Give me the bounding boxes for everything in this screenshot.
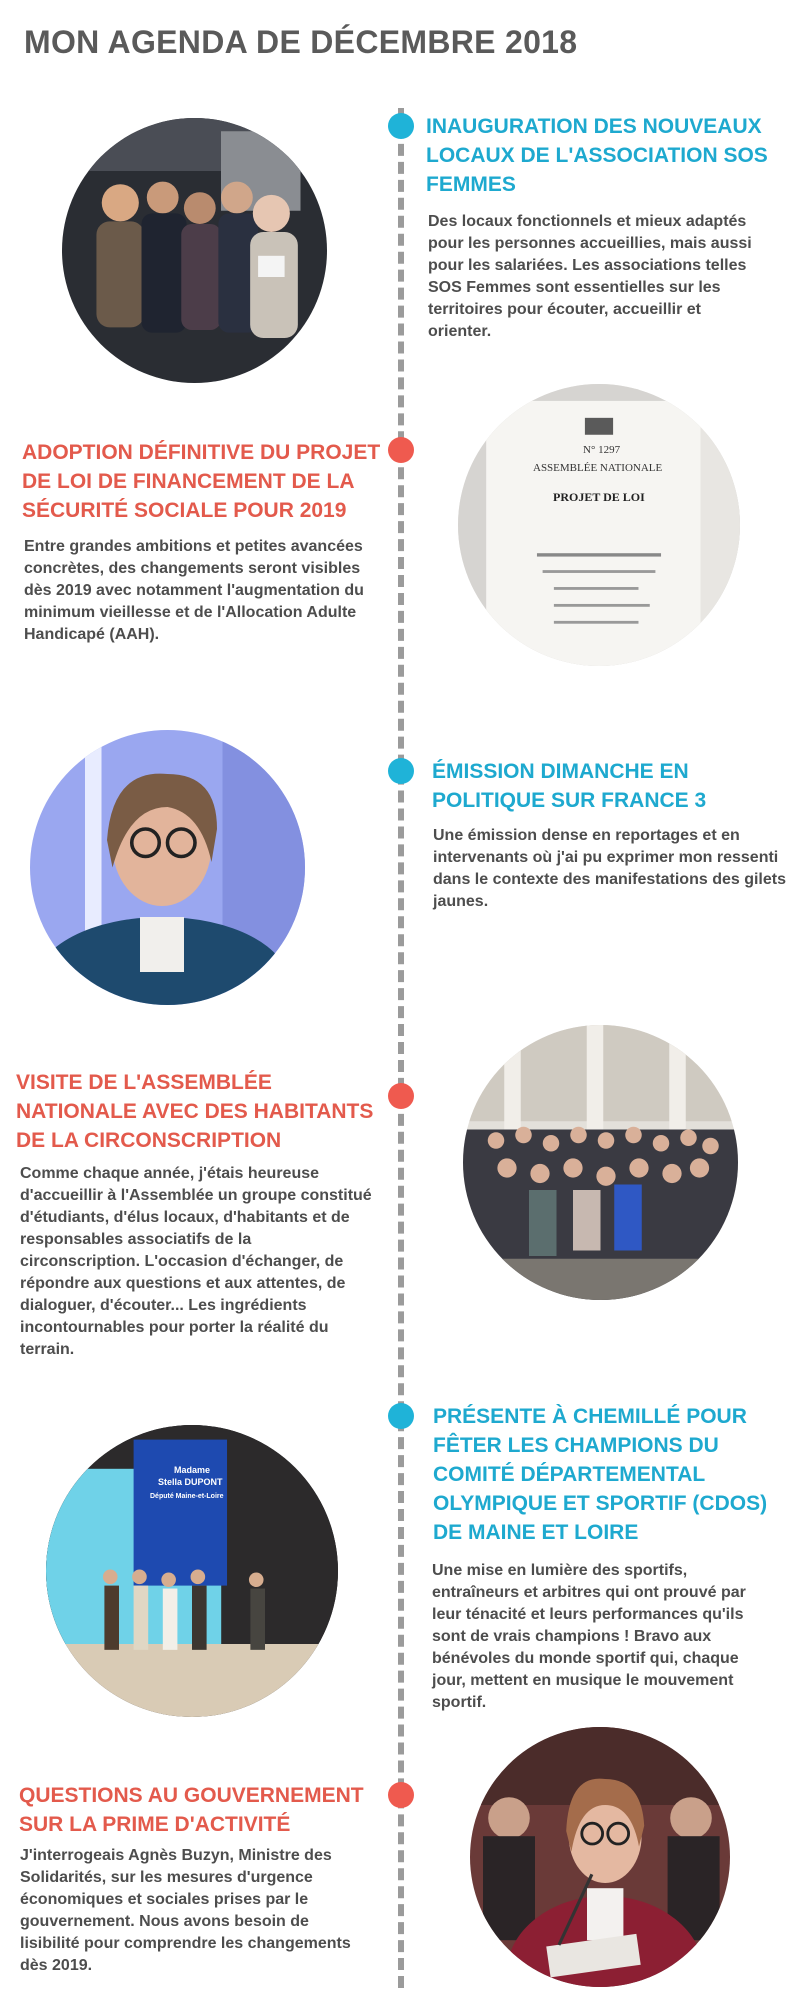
event-5-photo-label-1: Madame xyxy=(174,1465,211,1475)
event-6-photo[interactable] xyxy=(470,1727,730,1987)
event-2-title: ADOPTION DÉFINITIVE DU PROJET DE LOI DE FINANCEMENT DE LA SÉCURITÉ SOCIALE POUR 2019 xyxy=(22,441,381,522)
event-2-photo[interactable] xyxy=(458,384,740,666)
event-4-title: VISITE DE L'ASSEMBLÉE NATIONALE AVEC DES HABITANTS DE LA CIRCONSCRIPTION xyxy=(16,1071,374,1152)
event-4-photo[interactable] xyxy=(463,1025,738,1300)
event-5-text: Une mise en lumière des sportifs, entraîneurs et arbitres qui ont prouvé par leur ténacité et leurs performances qu'ils sont de vrais champions ! Bravo aux bénévoles du monde sportif qui, chaque jour, mettent en musique le mouvement sportif. xyxy=(432,1562,746,1711)
timeline-dot-1 xyxy=(388,113,414,139)
event-3-title: ÉMISSION DIMANCHE EN POLITIQUE SUR FRANCE 3 xyxy=(432,760,707,812)
event-6-title: QUESTIONS AU GOUVERNEMENT SUR LA PRIME D'ACTIVITÉ xyxy=(19,1784,364,1836)
timeline-line xyxy=(398,108,404,1988)
timeline-dot-6 xyxy=(388,1782,414,1808)
event-4-text: Comme chaque année, j'étais heureuse d'accueillir à l'Assemblée un groupe constitué d'étudiants, d'élus locaux, d'habitants et de responsables associatifs de la circonscription. L'occasion d'échanger, de répondre aux questions et aux attentes, de dialoguer, d'écouter... Les ingrédients incontournables pour porter la réalité du terrain. xyxy=(20,1165,372,1358)
event-2-photo-number: N° 1297 xyxy=(583,444,621,456)
event-5-photo-label-3: Député Maine-et-Loire xyxy=(150,1493,224,1500)
event-1-text: Des locaux fonctionnels et mieux adaptés pour les personnes accueillies, mais aussi pour les salariées. Les associations telles SOS Femmes sont essentielles sur les territoires pour écouter, accueillir et orienter. xyxy=(428,213,752,340)
event-2-photo-assemblee: ASSEMBLÉE NATIONALE xyxy=(533,462,663,474)
event-5-photo-label-2: Stella DUPONT xyxy=(158,1477,223,1487)
timeline-dot-5 xyxy=(388,1403,414,1429)
event-1-title: INAUGURATION DES NOUVEAUX LOCAUX DE L'ASSOCIATION SOS FEMMES xyxy=(426,115,768,196)
event-6-text: J'interrogeais Agnès Buzyn, Ministre des Solidarités, sur les mesures d'urgence économiques et sociales prises par le gouvernement. Nous avons besoin de lisibilité pour comprendre les changements dès 2019. xyxy=(20,1847,351,1974)
event-3-text: Une émission dense en reportages et en intervenants où j'ai pu exprimer mon ressenti dans le contexte des manifestations des gilets jaunes. xyxy=(433,827,786,910)
timeline-dot-3 xyxy=(388,758,414,784)
event-3-photo[interactable] xyxy=(30,730,305,1005)
page-title: MON AGENDA DE DÉCEMBRE 2018 xyxy=(24,24,578,60)
event-2-text: Entre grandes ambitions et petites avancées concrètes, des changements seront visibles dès 2019 avec notamment l'augmentation du minimum vieillesse et de l'Allocation Adulte Handicapé (AAH). xyxy=(24,538,364,643)
event-2-photo-projet: PROJET DE LOI xyxy=(553,490,645,504)
event-5-title: PRÉSENTE À CHEMILLÉ POUR FÊTER LES CHAMPIONS DU COMITÉ DÉPARTEMENTAL OLYMPIQUE ET SPORTIF (CDOS) DE MAINE ET LOIRE xyxy=(433,1405,768,1544)
event-5-photo[interactable] xyxy=(46,1425,338,1717)
timeline-dot-2 xyxy=(388,437,414,463)
timeline-dot-4 xyxy=(388,1083,414,1109)
event-1-photo[interactable] xyxy=(62,118,327,383)
